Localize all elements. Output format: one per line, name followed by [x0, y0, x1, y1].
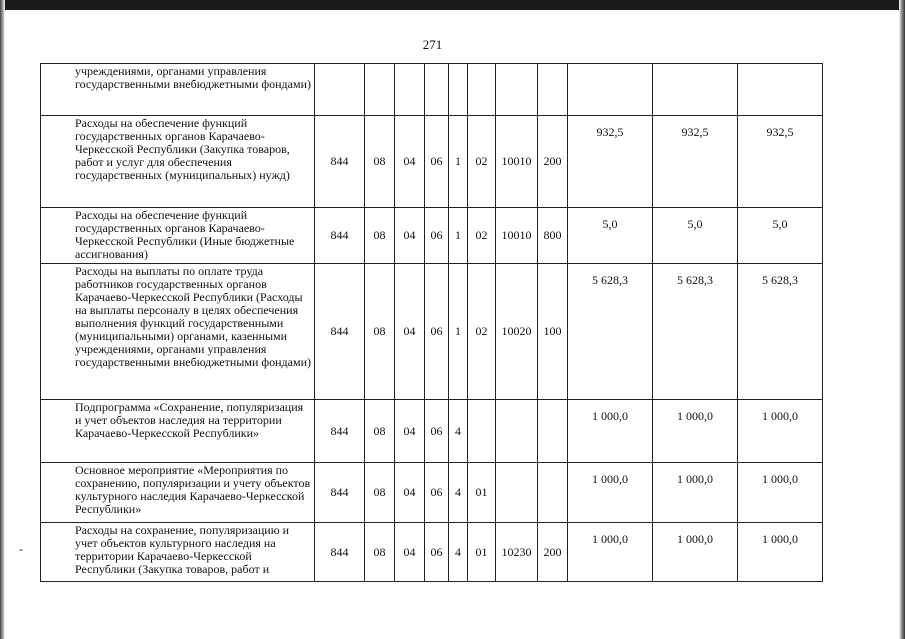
code-cell: 01 — [468, 463, 496, 523]
amount-cell: 1 000,0 — [653, 400, 738, 463]
table-row — [41, 463, 823, 523]
code-cell: 08 — [365, 400, 395, 463]
code-cell — [425, 64, 449, 116]
row-margin-mark: - — [19, 542, 23, 556]
code-cell: 1 — [449, 264, 468, 400]
amount-cell: 932,5 — [653, 116, 738, 208]
code-cell: 08 — [365, 523, 395, 582]
code-cell: 1 — [449, 116, 468, 208]
code-cell — [315, 64, 365, 116]
table-row — [41, 116, 823, 208]
code-cell: 06 — [425, 208, 449, 264]
table-row — [41, 208, 823, 264]
row-description — [19, 523, 315, 582]
code-cell: 06 — [425, 264, 449, 400]
amount-cell: 1 000,0 — [738, 463, 823, 523]
amount-cell: 1 000,0 — [653, 463, 738, 523]
code-cell — [538, 463, 568, 523]
code-cell: 200 — [538, 116, 568, 208]
code-cell: 04 — [395, 116, 425, 208]
code-cell — [538, 64, 568, 116]
amount-cell: 1 000,0 — [738, 400, 823, 463]
amount-cell: 932,5 — [568, 116, 653, 208]
page-number: 271 — [422, 37, 443, 52]
code-cell: 04 — [395, 463, 425, 523]
code-cell — [496, 64, 538, 116]
table-row — [41, 523, 823, 582]
code-cell — [538, 400, 568, 463]
table-row — [41, 64, 823, 116]
code-cell: 800 — [538, 208, 568, 264]
code-cell: 04 — [395, 523, 425, 582]
amount-cell: 5,0 — [653, 208, 738, 264]
code-cell: 08 — [365, 463, 395, 523]
code-cell: 4 — [449, 463, 468, 523]
code-cell: 04 — [395, 400, 425, 463]
code-cell: 08 — [365, 208, 395, 264]
code-cell: 4 — [449, 400, 468, 463]
code-cell — [449, 64, 468, 116]
code-cell: 200 — [538, 523, 568, 582]
scan-top-edge — [0, 0, 905, 10]
code-cell: 02 — [468, 208, 496, 264]
row-description: Расходы на обеспечение функций государственных органов Карачаево-Черкесской Республики (Иные бюджетные ассигнования) — [41, 208, 315, 264]
amount-cell: 1 000,0 — [568, 463, 653, 523]
code-cell — [496, 463, 538, 523]
code-cell: 08 — [365, 116, 395, 208]
code-cell: 844 — [315, 463, 365, 523]
code-cell: 10230 — [496, 523, 538, 582]
scan-right-edge — [899, 0, 905, 639]
row-description: Основное мероприятие «Мероприятия по сохранению, популяризации и учету объектов культурного наследия Карачаево-Черкесской Республики» — [41, 463, 315, 523]
amount-cell: 1 000,0 — [568, 523, 653, 582]
code-cell: 08 — [365, 264, 395, 400]
code-cell: 1 — [449, 208, 468, 264]
code-cell: 04 — [395, 264, 425, 400]
amount-cell — [653, 64, 738, 116]
code-cell: 10010 — [496, 116, 538, 208]
row-description-text: Расходы на сохранение, популяризацию и учет объектов культурного наследия на территории Карачаево-Черкесской Республики (Закупка товаров, работ и — [75, 523, 290, 576]
row-description: учреждениями, органами управления государственными внебюджетными фондами) — [41, 64, 315, 116]
code-cell: 10020 — [496, 264, 538, 400]
code-cell: 100 — [538, 264, 568, 400]
code-cell: 844 — [315, 400, 365, 463]
amount-cell: 5 628,3 — [653, 264, 738, 400]
table-row — [41, 264, 823, 400]
code-cell: 02 — [468, 264, 496, 400]
amount-cell: 5 628,3 — [738, 264, 823, 400]
row-description: Подпрограмма «Сохранение, популяризация и учет объектов наследия на территории Карачаево-Черкесской Республики» — [41, 400, 315, 463]
amount-cell: 932,5 — [738, 116, 823, 208]
amount-cell — [738, 64, 823, 116]
code-cell: 06 — [425, 463, 449, 523]
code-cell: 02 — [468, 116, 496, 208]
code-cell: 10010 — [496, 208, 538, 264]
code-cell: 844 — [315, 523, 365, 582]
amount-cell — [568, 64, 653, 116]
code-cell: 06 — [425, 523, 449, 582]
row-description: Расходы на выплаты по оплате труда работников государственных органов Карачаево-Черкесской Республики (Расходы на выплаты персоналу в целях обеспечения выполнения функций государственными (муниципальными) органами, казенными учреждениями, органами управления государственными внебюджетными фондами) — [41, 264, 315, 400]
table-row — [41, 400, 823, 463]
code-cell: 844 — [315, 264, 365, 400]
code-cell — [496, 400, 538, 463]
code-cell: 01 — [468, 523, 496, 582]
amount-cell: 1 000,0 — [738, 523, 823, 582]
amount-cell: 5,0 — [568, 208, 653, 264]
budget-table — [19, 63, 823, 582]
code-cell — [365, 64, 395, 116]
code-cell — [395, 64, 425, 116]
code-cell: 04 — [395, 208, 425, 264]
code-cell: 844 — [315, 116, 365, 208]
row-description: Расходы на обеспечение функций государственных органов Карачаево-Черкесской Республики (Закупка товаров, работ и услуг для обеспечения государственных (муниципальных) нужд) — [41, 116, 315, 208]
amount-cell: 1 000,0 — [568, 400, 653, 463]
amount-cell: 5 628,3 — [568, 264, 653, 400]
code-cell — [468, 400, 496, 463]
code-cell — [468, 64, 496, 116]
code-cell: 06 — [425, 116, 449, 208]
code-cell: 4 — [449, 523, 468, 582]
amount-cell: 1 000,0 — [653, 523, 738, 582]
amount-cell: 5,0 — [738, 208, 823, 264]
code-cell: 06 — [425, 400, 449, 463]
code-cell: 844 — [315, 208, 365, 264]
scan-left-edge — [0, 0, 5, 639]
